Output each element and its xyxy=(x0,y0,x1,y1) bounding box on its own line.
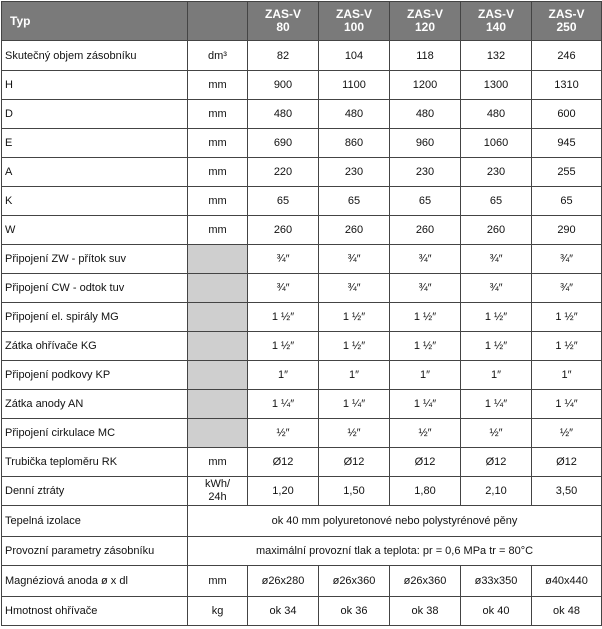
table-row-parameters xyxy=(2,537,602,566)
cell-value: 2,10 xyxy=(461,477,532,506)
row-label: Trubička teploměru RK xyxy=(2,448,188,477)
cell-value: 260 xyxy=(390,216,461,245)
table-row xyxy=(2,129,602,158)
cell-value: 900 xyxy=(248,71,319,100)
cell-value: 230 xyxy=(461,158,532,187)
cell-value: ok 38 xyxy=(390,597,461,626)
table-row-daily-losses xyxy=(2,477,602,506)
table-row xyxy=(2,187,602,216)
model-header: ZAS-V 80 xyxy=(248,2,319,41)
row-unit: mm xyxy=(188,566,248,597)
cell-value: 1 ½″ xyxy=(461,303,532,332)
cell-value: ½″ xyxy=(248,419,319,448)
row-label: Připojení cirkulace MC xyxy=(2,419,188,448)
cell-value: ø26x360 xyxy=(390,566,461,597)
cell-value: 246 xyxy=(532,41,602,71)
cell-value: 860 xyxy=(319,129,390,158)
model-header: ZAS-V 250 xyxy=(532,2,602,41)
cell-value: ¾″ xyxy=(390,245,461,274)
table-row xyxy=(2,158,602,187)
cell-value: 1300 xyxy=(461,71,532,100)
table-row xyxy=(2,71,602,100)
cell-value: 480 xyxy=(390,100,461,129)
row-label: A xyxy=(2,158,188,187)
cell-value: 600 xyxy=(532,100,602,129)
cell-value: 1 ¼″ xyxy=(461,390,532,419)
cell-value: ¾″ xyxy=(248,245,319,274)
cell-value: 1,80 xyxy=(390,477,461,506)
row-label: Hmotnost ohřívače xyxy=(2,597,188,626)
unit-header xyxy=(188,2,248,41)
row-label: Připojení CW - odtok tuv xyxy=(2,274,188,303)
table-row xyxy=(2,274,602,303)
row-unit: kg xyxy=(188,597,248,626)
cell-value: ½″ xyxy=(390,419,461,448)
cell-value: 230 xyxy=(319,158,390,187)
cell-value: 1″ xyxy=(532,361,602,390)
cell-value: 1″ xyxy=(390,361,461,390)
cell-value: 132 xyxy=(461,41,532,71)
cell-value: 3,50 xyxy=(532,477,602,506)
cell-value: ¾″ xyxy=(532,245,602,274)
cell-value: ¾″ xyxy=(390,274,461,303)
row-unit xyxy=(188,274,248,303)
spec-table xyxy=(1,1,602,626)
cell-value: 1″ xyxy=(248,361,319,390)
table-row-anode xyxy=(2,566,602,597)
table-row xyxy=(2,245,602,274)
cell-value: 1,50 xyxy=(319,477,390,506)
model-header: ZAS-V 140 xyxy=(461,2,532,41)
cell-value: 1100 xyxy=(319,71,390,100)
cell-value: ok 36 xyxy=(319,597,390,626)
cell-value: 1″ xyxy=(461,361,532,390)
cell-value: 480 xyxy=(319,100,390,129)
row-unit: mm xyxy=(188,71,248,100)
row-label: Připojení el. spirály MG xyxy=(2,303,188,332)
row-label: Provozní parametry zásobníku xyxy=(2,537,188,566)
cell-value: ½″ xyxy=(461,419,532,448)
cell-value: 65 xyxy=(390,187,461,216)
row-unit xyxy=(188,245,248,274)
table-body xyxy=(2,41,602,626)
insulation-text: ok 40 mm polyuretonové nebo polystyrénové pěny xyxy=(188,506,602,537)
cell-value: 1 ½″ xyxy=(390,332,461,361)
cell-value: 65 xyxy=(532,187,602,216)
cell-value: 960 xyxy=(390,129,461,158)
cell-value: 1,20 xyxy=(248,477,319,506)
cell-value: Ø12 xyxy=(390,448,461,477)
table-row xyxy=(2,216,602,245)
cell-value: 1 ½″ xyxy=(532,332,602,361)
cell-value: ø33x350 xyxy=(461,566,532,597)
cell-value: ¾″ xyxy=(319,274,390,303)
cell-value: 1 ¼″ xyxy=(319,390,390,419)
row-label: D xyxy=(2,100,188,129)
cell-value: 1 ½″ xyxy=(248,303,319,332)
row-unit xyxy=(188,419,248,448)
row-unit: kWh/ 24h xyxy=(188,477,248,506)
row-label: Zátka anody AN xyxy=(2,390,188,419)
row-unit: dm³ xyxy=(188,41,248,71)
cell-value: 1200 xyxy=(390,71,461,100)
cell-value: 1 ½″ xyxy=(319,332,390,361)
row-unit xyxy=(188,332,248,361)
cell-value: 1 ½″ xyxy=(248,332,319,361)
cell-value: 1060 xyxy=(461,129,532,158)
row-unit xyxy=(188,303,248,332)
cell-value: 260 xyxy=(248,216,319,245)
cell-value: 65 xyxy=(319,187,390,216)
row-label: Magnéziová anoda ø x dl xyxy=(2,566,188,597)
cell-value: ø26x280 xyxy=(248,566,319,597)
cell-value: 1 ½″ xyxy=(532,303,602,332)
model-header: ZAS-V 100 xyxy=(319,2,390,41)
cell-value: ¾″ xyxy=(248,274,319,303)
cell-value: ¾″ xyxy=(461,245,532,274)
cell-value: ok 40 xyxy=(461,597,532,626)
cell-value: ok 34 xyxy=(248,597,319,626)
row-label: Denní ztráty xyxy=(2,477,188,506)
row-label: K xyxy=(2,187,188,216)
cell-value: 480 xyxy=(461,100,532,129)
cell-value: Ø12 xyxy=(532,448,602,477)
table-row xyxy=(2,390,602,419)
table-row xyxy=(2,303,602,332)
cell-value: 1310 xyxy=(532,71,602,100)
cell-value: 260 xyxy=(319,216,390,245)
cell-value: 260 xyxy=(461,216,532,245)
cell-value: 1″ xyxy=(319,361,390,390)
row-label: H xyxy=(2,71,188,100)
table-row xyxy=(2,419,602,448)
table-row xyxy=(2,41,602,71)
cell-value: 118 xyxy=(390,41,461,71)
row-unit: mm xyxy=(188,100,248,129)
cell-value: ø26x360 xyxy=(319,566,390,597)
cell-value: Ø12 xyxy=(319,448,390,477)
cell-value: 104 xyxy=(319,41,390,71)
cell-value: Ø12 xyxy=(461,448,532,477)
cell-value: ¾″ xyxy=(461,274,532,303)
model-header: ZAS-V 120 xyxy=(390,2,461,41)
cell-value: 65 xyxy=(461,187,532,216)
header-row xyxy=(2,2,602,41)
row-unit: mm xyxy=(188,187,248,216)
cell-value: ½″ xyxy=(532,419,602,448)
cell-value: 1 ¼″ xyxy=(248,390,319,419)
row-label: E xyxy=(2,129,188,158)
row-label: Skutečný objem zásobníku xyxy=(2,41,188,71)
cell-value: 480 xyxy=(248,100,319,129)
cell-value: 1 ½″ xyxy=(390,303,461,332)
row-label: W xyxy=(2,216,188,245)
cell-value: 1 ¼″ xyxy=(532,390,602,419)
typ-header: Typ xyxy=(2,2,188,41)
cell-value: ¾″ xyxy=(319,245,390,274)
table-row-insulation xyxy=(2,506,602,537)
cell-value: Ø12 xyxy=(248,448,319,477)
table-row xyxy=(2,448,602,477)
row-unit: mm xyxy=(188,448,248,477)
cell-value: ø40x440 xyxy=(532,566,602,597)
row-label: Tepelná izolace xyxy=(2,506,188,537)
cell-value: 1 ½″ xyxy=(461,332,532,361)
cell-value: 290 xyxy=(532,216,602,245)
row-unit: mm xyxy=(188,158,248,187)
cell-value: 945 xyxy=(532,129,602,158)
cell-value: 255 xyxy=(532,158,602,187)
cell-value: 690 xyxy=(248,129,319,158)
table-row xyxy=(2,361,602,390)
cell-value: 65 xyxy=(248,187,319,216)
cell-value: 1 ½″ xyxy=(319,303,390,332)
row-unit xyxy=(188,390,248,419)
row-unit xyxy=(188,361,248,390)
row-label: Připojení ZW - přítok suv xyxy=(2,245,188,274)
table-row xyxy=(2,332,602,361)
row-label: Připojení podkovy KP xyxy=(2,361,188,390)
cell-value: 1 ¼″ xyxy=(390,390,461,419)
parameters-text: maximální provozní tlak a teplota: pr = 0,6 MPa tr = 80°C xyxy=(188,537,602,566)
cell-value: 230 xyxy=(390,158,461,187)
cell-value: ½″ xyxy=(319,419,390,448)
table-row xyxy=(2,100,602,129)
cell-value: 220 xyxy=(248,158,319,187)
cell-value: ok 48 xyxy=(532,597,602,626)
cell-value: ¾″ xyxy=(532,274,602,303)
row-unit: mm xyxy=(188,216,248,245)
table-row-weight xyxy=(2,597,602,626)
row-unit: mm xyxy=(188,129,248,158)
cell-value: 82 xyxy=(248,41,319,71)
row-label: Zátka ohřívače KG xyxy=(2,332,188,361)
